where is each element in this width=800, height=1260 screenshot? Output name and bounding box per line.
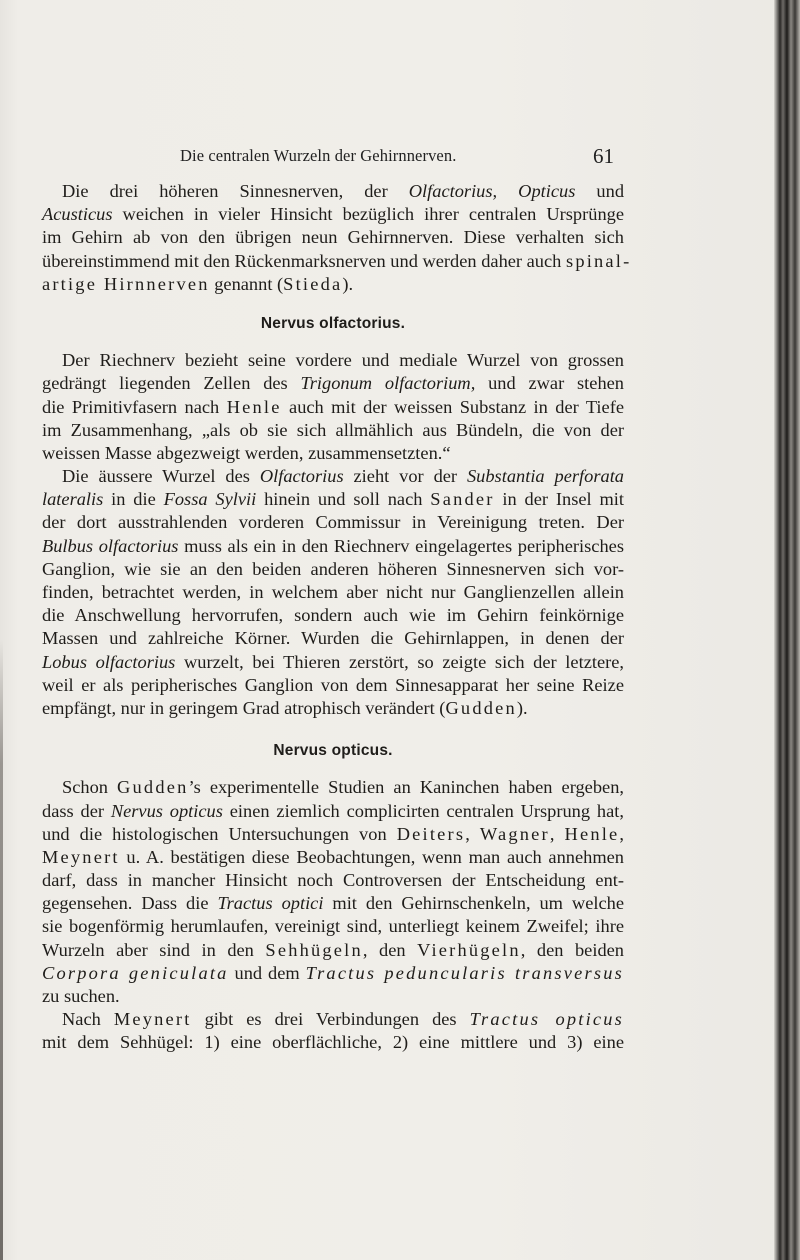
text-line (42, 627, 624, 650)
text-run: Henle (564, 823, 620, 844)
text-run: Wagner (479, 823, 550, 844)
text-run: ’s experimentelle Studien an Kaninchen haben ergeben, (188, 777, 624, 798)
text-run: in der Insel mit (494, 489, 624, 510)
text-run: zieht vor der (343, 466, 467, 487)
text-run: u. A. bestätigen diese Beobachtungen, wenn man auch annehmen (119, 846, 624, 867)
text-run: die Anschwellung hervorrufen, sondern auch wie im Gehirn feinkörnige (42, 605, 624, 626)
text-run: Acusticus (42, 204, 113, 225)
text-run: Massen und zahlreiche Körner. Wurden die Gehirnlappen, in denen der (42, 628, 624, 649)
text-line (42, 915, 624, 938)
text-run: im Zusammenhang, „als ob sie sich allmählich aus Bündeln, die von der (42, 419, 624, 440)
text-line (42, 823, 624, 846)
text-run: einen ziemlich complicirten centralen Ursprung hat, (222, 800, 624, 821)
text-run: Meynert (42, 846, 120, 867)
text-run: Tractus optici (217, 893, 324, 914)
running-head: Die centralen Wurzeln der Gehirnnerven. (180, 146, 457, 165)
text-line (42, 846, 624, 869)
text-line (42, 349, 624, 372)
text-run: Olfactorius, Opticus (408, 181, 576, 201)
text-run: und die histologischen Untersuchungen von (42, 823, 397, 844)
text-run: Fossa Sylvii (163, 489, 257, 510)
text-run: im Gehirn ab von den übrigen neun Gehirnnerven. Diese verhalten sich (42, 227, 624, 248)
text-line (42, 1031, 624, 1054)
text-run: Substantia perforata (466, 466, 625, 487)
text-run: Nach (62, 1009, 114, 1030)
text-run: mit den Gehirnschenkeln, um welche (323, 893, 625, 914)
text-run: in die (103, 489, 164, 510)
page-edge-shadow (0, 640, 3, 1260)
text-run: Schon (62, 777, 118, 798)
text-run: Henle (226, 396, 282, 417)
text-run: Der Riechnerv bezieht seine vordere und mediale Wurzel von grossen (62, 350, 624, 371)
text-line (42, 226, 624, 249)
text-run: spinal- (565, 250, 632, 271)
text-run: empfängt, nur in geringem Grad atrophisch verändert ( (42, 697, 446, 718)
text-run: Wurzeln aber sind in den (42, 939, 266, 960)
text-run: , (619, 823, 624, 844)
text-run: zu suchen. (42, 986, 120, 1007)
text-run: Tractus opticus (469, 1009, 624, 1030)
text-line (42, 372, 624, 395)
text-line (42, 396, 624, 419)
text-line (42, 939, 624, 962)
book-binding-edge (774, 0, 800, 1260)
text-run: Nervus opticus (110, 800, 223, 821)
text-line (42, 962, 624, 985)
text-run: , den beiden (520, 939, 624, 960)
text-run: weichen in vieler Hinsicht bezüglich ihrer centralen Ursprünge (112, 204, 624, 225)
text-line (42, 203, 624, 226)
text-run: Lobus olfactorius (42, 651, 176, 672)
text-run: , (549, 823, 565, 844)
body-text (42, 180, 632, 1055)
text-run: die Primitivfasern nach (42, 396, 227, 417)
text-line (42, 442, 624, 465)
text-run: finden, betrachtet werden, in welchem aber nicht nur Ganglienzellen allein (42, 582, 624, 603)
text-line (42, 674, 624, 697)
text-run: und (575, 181, 625, 201)
text-line (42, 511, 624, 534)
text-run: gegensehen. Dass die (42, 893, 218, 914)
text-run: artige Hirnnerven (42, 273, 210, 294)
text-run: und dem (228, 962, 306, 983)
text-line (42, 869, 624, 892)
text-run: weil er als peripherisches Ganglion von dem Sinnesapparat her seine Reize (42, 674, 624, 695)
text-run: , (465, 823, 480, 844)
text-line (42, 273, 624, 296)
text-run: , den (362, 939, 418, 960)
text-line (42, 985, 624, 1008)
text-line (42, 419, 624, 442)
text-run: dass der (42, 800, 111, 821)
text-line (42, 488, 624, 511)
text-line (42, 581, 624, 604)
text-run: ). (342, 273, 354, 294)
text-line (42, 892, 624, 915)
text-run: der dort ausstrahlenden vorderen Commissur in Vereinigung treten. Der (42, 512, 624, 533)
text-run: Olfactorius (259, 466, 344, 487)
section-heading-opticus: Nervus opticus. (273, 742, 393, 760)
text-line (42, 604, 624, 627)
text-run: genannt ( (209, 273, 284, 294)
text-run: Corpora geniculata (42, 962, 229, 983)
section-opticus (42, 776, 624, 1054)
text-run: Meynert (113, 1009, 192, 1030)
text-run: weissen Masse abgezweigt werden, zusammensetzten.“ (42, 442, 451, 463)
text-line (42, 651, 624, 674)
text-run: hinein und soll nach (256, 489, 431, 510)
text-run: Bulbus olfactorius (42, 535, 179, 556)
text-line (42, 465, 624, 488)
text-run: gedrängt liegenden Zellen des (42, 373, 301, 394)
text-line (42, 180, 624, 203)
text-line (42, 697, 624, 720)
text-run: Stieda (283, 273, 343, 294)
section-heading-olfactorius: Nervus olfactorius. (260, 314, 406, 332)
text-run: sie bogenförmig herumlaufen, vereinigt sind, unterliegt keinem Zweifel; ihre (42, 916, 624, 937)
text-run: Trigonum olfactorium, (300, 373, 476, 394)
text-run: Die drei höheren Sinnesnerven, der (62, 181, 409, 201)
text-line (42, 535, 624, 558)
text-run: Sander (430, 489, 495, 510)
text-run: Vierhügeln (417, 939, 521, 960)
text-line (42, 800, 624, 823)
text-run: lateralis (42, 489, 104, 510)
text-run: Deiters (396, 823, 466, 844)
text-line (42, 250, 632, 273)
text-run: darf, dass in mancher Hinsicht noch Controversen der Entscheidung ent- (42, 870, 624, 891)
text-run: auch mit der weissen Substanz in der Tiefe (281, 396, 624, 417)
text-run: gibt es drei Verbindungen des (191, 1009, 470, 1030)
text-run: Ganglion, wie sie an den beiden anderen höheren Sinnesnerven sich vor- (42, 558, 624, 579)
page-number: 61 (593, 144, 614, 168)
text-line (42, 558, 624, 581)
text-line (42, 776, 624, 799)
text-run: Sehhügeln (265, 939, 363, 960)
text-run: übereinstimmend mit den Rückenmarksnerven und werden daher auch (42, 250, 566, 271)
text-run: Tractus peduncularis transversus (305, 962, 624, 983)
text-run: Die äussere Wurzel des (62, 466, 260, 487)
text-run: muss als ein in den Riechnerv eingelagertes peripherisches (178, 535, 624, 556)
text-run: Gudden (117, 777, 189, 798)
text-run: wurzelt, bei Thieren zerstört, so zeigte sich der letztere, (175, 651, 625, 672)
paragraph-intro (42, 180, 632, 296)
text-line (42, 1008, 624, 1031)
text-run: Gudden (445, 697, 517, 718)
section-olfactorius (42, 349, 624, 720)
text-run: mit dem Sehhügel: 1) eine oberflächliche, 2) eine mittlere und 3) eine (42, 1032, 624, 1053)
text-run: und zwar stehen (475, 373, 624, 394)
text-run: ). (516, 697, 528, 718)
